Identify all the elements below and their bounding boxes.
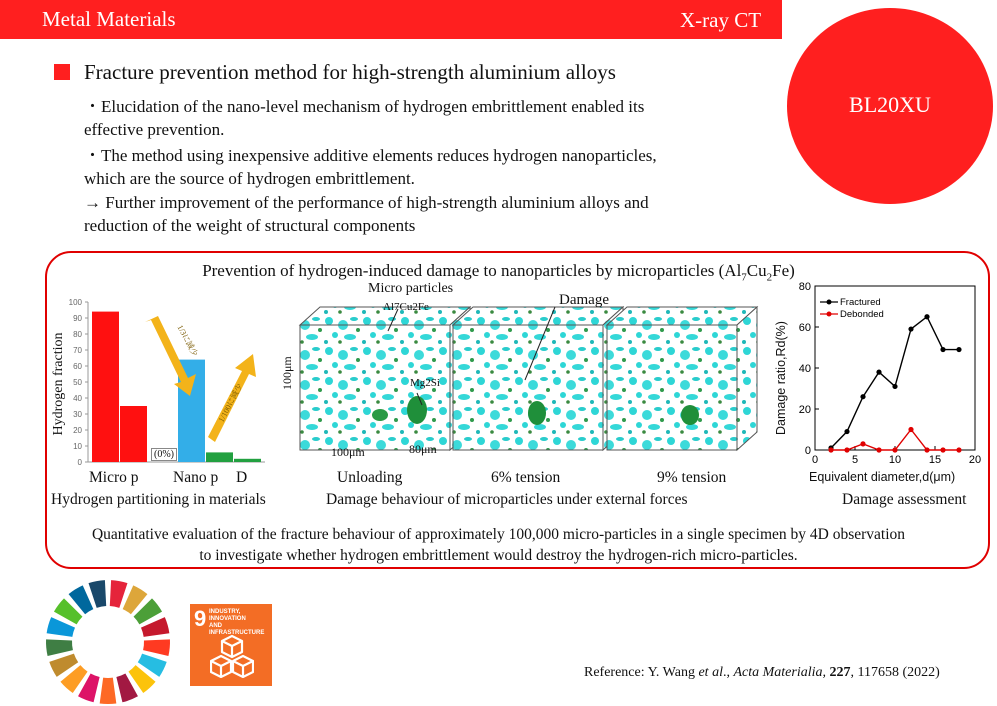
caption-9pct: 9% tension [657,469,727,486]
bar-tick-label: 0 [77,458,82,467]
bar-tick-label: 50 [73,378,82,387]
sdg-wheel-segment [46,639,73,656]
bar-tick-label: 90 [73,314,82,323]
bullet-line: which are the source of hydrogen embrittlement. [84,169,415,188]
bar-tick-label: 60 [73,362,82,371]
series-line-fractured [831,317,959,448]
decrease-arrow-micro [145,316,196,396]
category-title: Metal Materials [42,7,176,31]
legend-debonded: Debonded [840,309,884,320]
sdg-wheel-segment [110,580,128,608]
beamline-badge [787,8,993,204]
label-mgsi: Mg2Si [410,377,440,389]
reference-citation: Reference: Y. Wang et al., Acta Materialia, 227, 117658 (2022) [584,665,940,680]
point-fractured [940,347,945,352]
point-debonded [908,427,913,432]
headline-title: Fracture prevention method for high-strength aluminium alloys [84,60,616,84]
bar-tick-label: 30 [73,410,82,419]
scale-depth: 80μm [409,442,437,456]
zero-value-label: (0%) [151,448,177,461]
bar-micro-unloaded [92,312,119,462]
panel-conclusion: Quantitative evaluation of the fracture behaviour of approximately 100,000 micro-particles in a single specimen by 4D observation to investigate whether hydrogen embrittlement would destroy the hydrogen-rich micro-particles. [91,526,906,564]
bar-chart-caption: Hydrogen partitioning in materials [51,491,266,508]
point-debonded [940,447,945,452]
bar-tick-label: 20 [73,426,82,435]
damage-chart-caption: Damage assessment [842,491,967,508]
arrow-text-nano: 1/100に減少 [216,382,245,424]
y-tick-label: 60 [798,322,811,334]
point-fractured [908,326,913,331]
damage-ratio-chart [770,278,992,488]
point-debonded [860,441,865,446]
x-tick-label: 5 [851,454,859,466]
caption-unloading: Unloading [337,469,403,486]
panel-title: Prevention of hydrogen-induced damage to nanoparticles by microparticles $(Al_7Cu_2Fe)$ [202,261,795,284]
ct-volume-6pct [453,307,623,450]
sdg-wheel-logo [44,578,172,706]
bar-d-1 [206,452,233,462]
bar-d-2 [234,459,261,462]
damage-plot-frame [815,286,975,450]
point-fractured [892,384,897,389]
ct-volume-9pct [607,307,757,450]
sdg-goal-text: INDUSTRY, INNOVATION AND INFRASTRUCTURE [209,609,265,636]
bar-tick-label: 40 [73,394,82,403]
bar-tick-label: 100 [68,298,82,307]
ct-caption-main: Damage behaviour of microparticles under external forces [326,491,688,508]
y-tick-label: 0 [804,445,811,457]
ct-volume-unloading [300,307,470,450]
point-debonded [828,447,833,452]
bar-chart-ylabel: Hydrogen fraction [51,332,66,436]
bullet-line: reduction of the weight of structural components [84,216,416,235]
damage-chart-axes [799,281,981,466]
point-debonded [924,447,929,452]
bar-category-nano: Nano p [173,469,219,486]
bar-micro-treated [120,406,147,462]
point-fractured [844,429,849,434]
x-tick-label: 20 [968,454,982,466]
technique-label: X-ray CT [680,8,762,32]
beamline-label: BL20XU [849,92,931,117]
hydrogen-bar-chart [50,292,275,472]
point-debonded [876,447,881,452]
sdg-wheel-segment [89,580,107,608]
scale-vertical: 100μm [280,356,294,390]
point-fractured [924,314,929,319]
bar-category-d: D [236,469,248,486]
bar-chart-ylabel-wrap [51,326,67,446]
ct-volume-images [285,285,765,465]
bullet-line: effective prevention. [84,120,225,139]
point-fractured [956,347,961,352]
legend-fractured: Fractured [840,297,881,308]
bar-category-micro: Micro p [89,469,139,486]
point-debonded [892,447,897,452]
damage-chart-legend [820,297,884,320]
bullet-line: → Further improvement of the performance of high-strength aluminium alloys and [84,193,649,212]
y-tick-label: 80 [798,281,811,293]
scale-bottom: 100μm [331,445,365,459]
point-debonded [956,447,961,452]
x-tick-label: 10 [888,454,902,466]
cubes-icon [210,634,254,678]
x-tick-label: 15 [928,454,942,466]
x-tick-label: 0 [811,454,819,466]
sdg-wheel-segment [143,639,170,656]
sdg-goal-9-tile [190,604,272,686]
damage-chart-series [828,314,961,452]
y-tick-label: 40 [798,363,811,375]
sdg-goal-number: 9 [194,606,207,631]
label-damage: Damage [559,292,609,308]
bar-chart-ticks [69,298,88,467]
caption-6pct: 6% tension [491,469,561,486]
point-fractured [876,370,881,375]
bar-tick-label: 80 [73,330,82,339]
headline-bullet-square [54,64,70,80]
bar-tick-label: 10 [73,442,82,451]
arrow-text-micro: 1/3に減少 [175,323,200,358]
bar-tick-label: 70 [73,346,82,355]
label-micro-particles: Micro particles [368,281,454,296]
sdg-wheel-segment [100,678,117,704]
bullet-line: ・The method using inexpensive additive elements reduces hydrogen nanoparticles, [84,146,657,165]
damage-chart-ylabel: Damage ratio,Rd(%) [774,321,788,435]
y-tick-label: 20 [798,404,811,416]
bullet-line: ・Elucidation of the nano-level mechanism of hydrogen embrittlement enabled its [84,97,645,116]
point-fractured [860,394,865,399]
point-debonded [844,447,849,452]
label-alcufe: Al7Cu2Fe [383,301,429,313]
damage-chart-xlabel: Equivalent diameter,d(μm) [809,470,956,484]
